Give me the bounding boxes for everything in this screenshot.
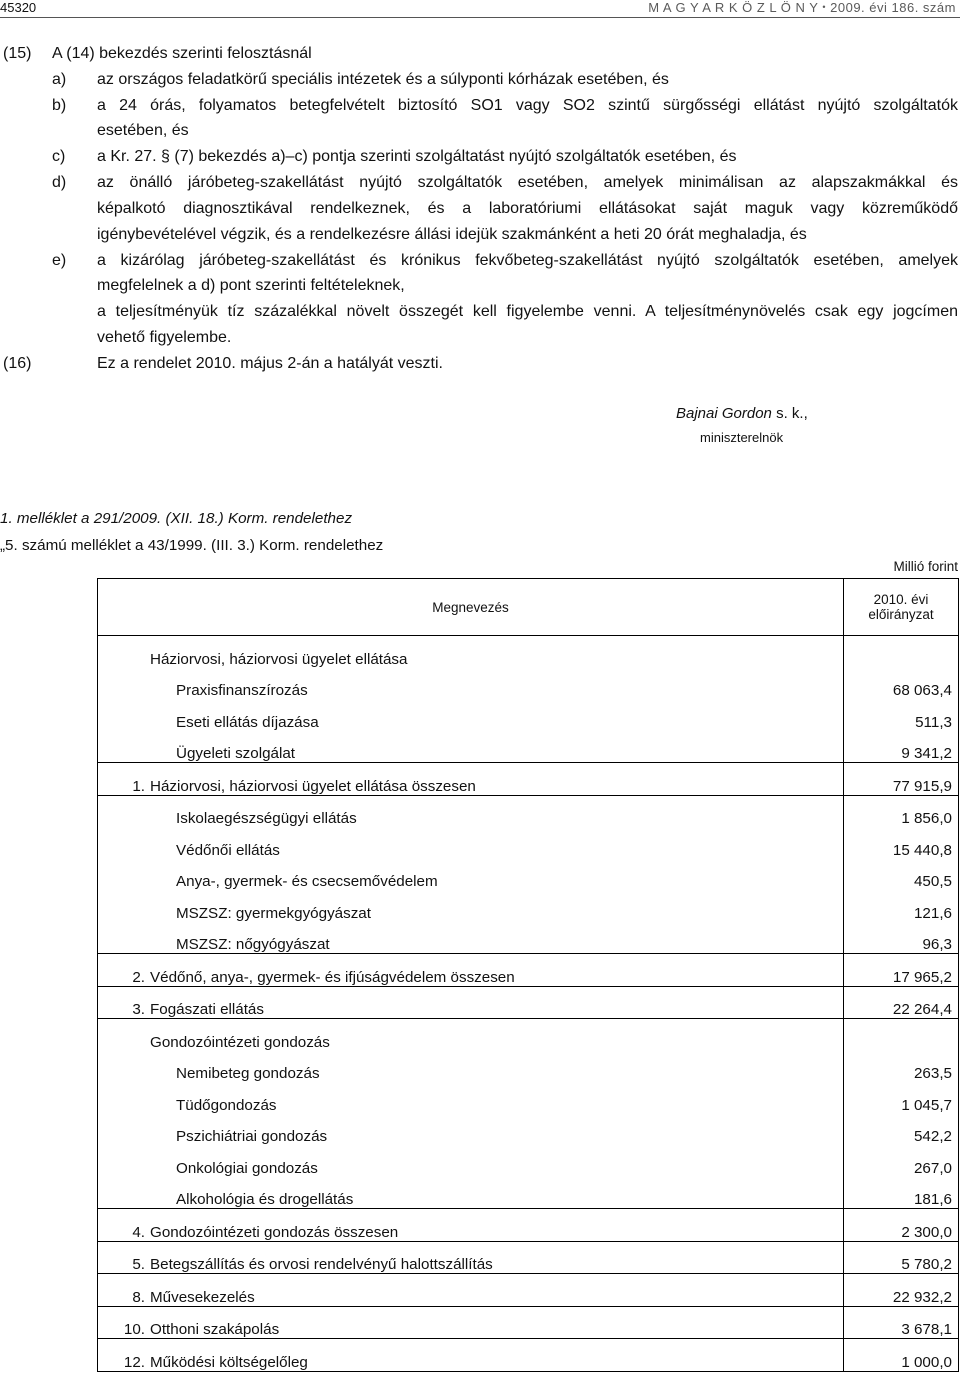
table-row — [98, 1082, 959, 1114]
table-row — [98, 922, 959, 954]
row-value-cell: 77 915,9 — [844, 763, 959, 796]
row-value-cell: 121,6 — [844, 890, 959, 922]
table-row — [98, 890, 959, 922]
row-name-cell: Iskolaegészségügyi ellátás — [147, 795, 844, 827]
row-number-cell — [98, 636, 148, 668]
para-15-label: (15) — [3, 45, 32, 62]
row-value-cell: 181,6 — [844, 1177, 959, 1209]
row-number-cell — [98, 1114, 148, 1146]
table-row — [98, 636, 959, 668]
row-value-cell — [844, 636, 959, 668]
row-name-cell: Praxisfinanszírozás — [147, 668, 844, 700]
row-number-cell — [98, 1145, 148, 1177]
row-value-cell: 22 932,2 — [844, 1274, 959, 1307]
table-row — [98, 668, 959, 700]
row-number-cell — [98, 795, 148, 827]
table-row — [98, 731, 959, 763]
row-number-cell: 2. — [98, 954, 148, 987]
header-name-cell: Megnevezés — [98, 579, 844, 636]
row-number-cell — [98, 827, 148, 859]
row-name-cell: Gondozóintézeti gondozás összesen — [147, 1209, 844, 1242]
row-name-cell: Védőnő, anya-, gyermek- és ifjúságvédelem összesen — [147, 954, 844, 987]
row-value-cell: 511,3 — [844, 699, 959, 731]
item-a-text: az országos feladatkörű speciális intézetek és a súlyponti kórházak esetében, és — [97, 71, 669, 88]
journal-title: M A G Y A R K Ö Z L Ö N Y — [648, 0, 819, 15]
bullet-separator: • — [822, 2, 827, 12]
item-b-label: b) — [52, 97, 67, 114]
table-row — [98, 986, 959, 1019]
row-name-cell: Működési költségelőleg — [147, 1339, 844, 1372]
item-e-text-line2: megfelelnek a d) pont szerinti feltételeknek, — [97, 277, 405, 294]
para-16-label: (16) — [3, 355, 32, 372]
row-number-cell: 3. — [98, 986, 148, 1019]
row-name-cell: Háziorvosi, háziorvosi ügyelet ellátása — [147, 636, 844, 668]
item-c-label: c) — [52, 148, 66, 165]
row-number-cell — [98, 1082, 148, 1114]
row-value-cell: 22 264,4 — [844, 986, 959, 1019]
row-number-cell: 1. — [98, 763, 148, 796]
header-rule — [0, 17, 960, 18]
signatory-title: miniszterelnök — [700, 430, 784, 445]
table-row — [98, 763, 959, 796]
row-value-cell: 17 965,2 — [844, 954, 959, 987]
table-row — [98, 1339, 959, 1372]
row-name-cell: Anya-, gyermek- és csecsemővédelem — [147, 859, 844, 891]
table-row — [98, 1145, 959, 1177]
row-value-cell: 1 000,0 — [844, 1339, 959, 1372]
row-name-cell: MSZSZ: nőgyógyászat — [147, 922, 844, 954]
para-15-intro: A (14) bekezdés szerinti felosztásnál — [52, 45, 312, 62]
row-value-cell: 3 678,1 — [844, 1306, 959, 1339]
unit-label: Millió forint — [893, 559, 958, 574]
signature — [676, 405, 808, 422]
row-name-cell: Nemibeteg gondozás — [147, 1051, 844, 1083]
table-row — [98, 1209, 959, 1242]
row-name-cell: Tüdőgondozás — [147, 1082, 844, 1114]
item-b-text-line2: esetében, és — [97, 122, 189, 139]
item-d-text-line3: igénybevételével végzik, és a rendelkezésre állási idejük szakmánként a heti 20 órát meghaladja, és — [97, 226, 807, 243]
row-name-cell: Fogászati ellátás — [147, 986, 844, 1019]
row-name-cell: Otthoni szakápolás — [147, 1306, 844, 1339]
row-name-cell: Háziorvosi, háziorvosi ügyelet ellátása összesen — [147, 763, 844, 796]
closing-text-line1: a teljesítményük tíz százalékkal növelt összegét kell figyelembe venni. A teljesítménynövelés csak egy jogcímen — [97, 303, 958, 320]
annex-subtitle: „5. számú melléklet a 43/1999. (III. 3.) Korm. rendelethez — [0, 537, 384, 554]
journal-issue — [648, 0, 956, 15]
row-name-cell: Eseti ellátás díjazása — [147, 699, 844, 731]
row-value-cell: 15 440,8 — [844, 827, 959, 859]
table-row — [98, 699, 959, 731]
row-number-cell — [98, 699, 148, 731]
row-name-cell: Ügyeleti szolgálat — [147, 731, 844, 763]
table-row — [98, 1177, 959, 1209]
annex-title: 1. melléklet a 291/2009. (XII. 18.) Korm. rendelethez — [0, 510, 353, 527]
table-row — [98, 954, 959, 987]
item-d-label: d) — [52, 174, 67, 191]
table-row — [98, 1019, 959, 1051]
page-header — [0, 0, 960, 16]
header-value-line1: 2010. évi — [873, 592, 929, 607]
item-a-label: a) — [52, 71, 67, 88]
table-row — [98, 859, 959, 891]
item-e-text-line1: a kizárólag járóbeteg-szakellátást és krónikus fekvőbeteg-szakellátást nyújtó szolgáltatók esetében, amelyek — [97, 252, 958, 269]
table-row — [98, 827, 959, 859]
row-name-cell: Gondozóintézeti gondozás — [147, 1019, 844, 1051]
row-value-cell: 5 780,2 — [844, 1241, 959, 1274]
para-16-text: Ez a rendelet 2010. május 2-án a hatályát veszti. — [97, 355, 443, 372]
row-name-cell: MSZSZ: gyermekgyógyászat — [147, 890, 844, 922]
row-value-cell: 267,0 — [844, 1145, 959, 1177]
table-row — [98, 1274, 959, 1307]
budget-table — [97, 578, 959, 1372]
table-row — [98, 1051, 959, 1083]
item-e-label: e) — [52, 252, 67, 269]
page-number: 45320 — [0, 0, 37, 15]
row-number-cell — [98, 1051, 148, 1083]
row-name-cell: Pszichiátriai gondozás — [147, 1114, 844, 1146]
item-d-text-line1: az önálló járóbeteg-szakellátást nyújtó szolgáltatók esetében, amelyek minimálisan az alapszakmákkal és — [97, 174, 958, 191]
table-row — [98, 1114, 959, 1146]
row-name-cell: Művesekezelés — [147, 1274, 844, 1307]
row-number-cell — [98, 668, 148, 700]
signatory-name: Bajnai Gordon — [676, 405, 772, 422]
row-value-cell: 263,5 — [844, 1051, 959, 1083]
row-value-cell: 542,2 — [844, 1114, 959, 1146]
row-value-cell: 96,3 — [844, 922, 959, 954]
item-b-text-line1: a 24 órás, folyamatos betegfelvételt biztosító SO1 vagy SO2 szintű sürgősségi ellátást nyújtó szolgáltatók — [97, 97, 958, 114]
row-name-cell: Védőnői ellátás — [147, 827, 844, 859]
issue-number: 2009. évi 186. szám — [830, 0, 956, 15]
row-number-cell: 10. — [98, 1306, 148, 1339]
row-number-cell: 4. — [98, 1209, 148, 1242]
row-number-cell — [98, 1019, 148, 1051]
row-value-cell: 68 063,4 — [844, 668, 959, 700]
row-number-cell — [98, 890, 148, 922]
row-value-cell: 450,5 — [844, 859, 959, 891]
row-value-cell — [844, 1019, 959, 1051]
row-value-cell: 1 856,0 — [844, 795, 959, 827]
table-row — [98, 795, 959, 827]
closing-text-line2: vehető figyelembe. — [97, 329, 232, 346]
row-number-cell: 12. — [98, 1339, 148, 1372]
row-value-cell: 9 341,2 — [844, 731, 959, 763]
table-row — [98, 1241, 959, 1274]
row-number-cell: 8. — [98, 1274, 148, 1307]
header-value-line2: előirányzat — [868, 607, 934, 622]
table-header-row — [98, 579, 959, 636]
row-name-cell: Onkológiai gondozás — [147, 1145, 844, 1177]
row-number-cell — [98, 1177, 148, 1209]
row-number-cell — [98, 731, 148, 763]
header-value-cell — [844, 579, 959, 636]
row-value-cell: 1 045,7 — [844, 1082, 959, 1114]
table-row — [98, 1306, 959, 1339]
row-number-cell: 5. — [98, 1241, 148, 1274]
row-name-cell: Betegszállítás és orvosi rendelvényű halottszállítás — [147, 1241, 844, 1274]
signature-suffix: s. k., — [771, 405, 808, 422]
item-c-text: a Kr. 27. § (7) bekezdés a)–c) pontja szerinti szolgáltatást nyújtó szolgáltatók esetében, és — [97, 148, 737, 165]
row-number-cell — [98, 922, 148, 954]
row-number-cell — [98, 859, 148, 891]
item-d-text-line2: képalkotó diagnosztikával rendelkeznek, és a laboratóriumi ellátásokat saját maguk vagy közreműködő — [97, 200, 958, 217]
row-value-cell: 2 300,0 — [844, 1209, 959, 1242]
row-name-cell: Alkohológia és drogellátás — [147, 1177, 844, 1209]
